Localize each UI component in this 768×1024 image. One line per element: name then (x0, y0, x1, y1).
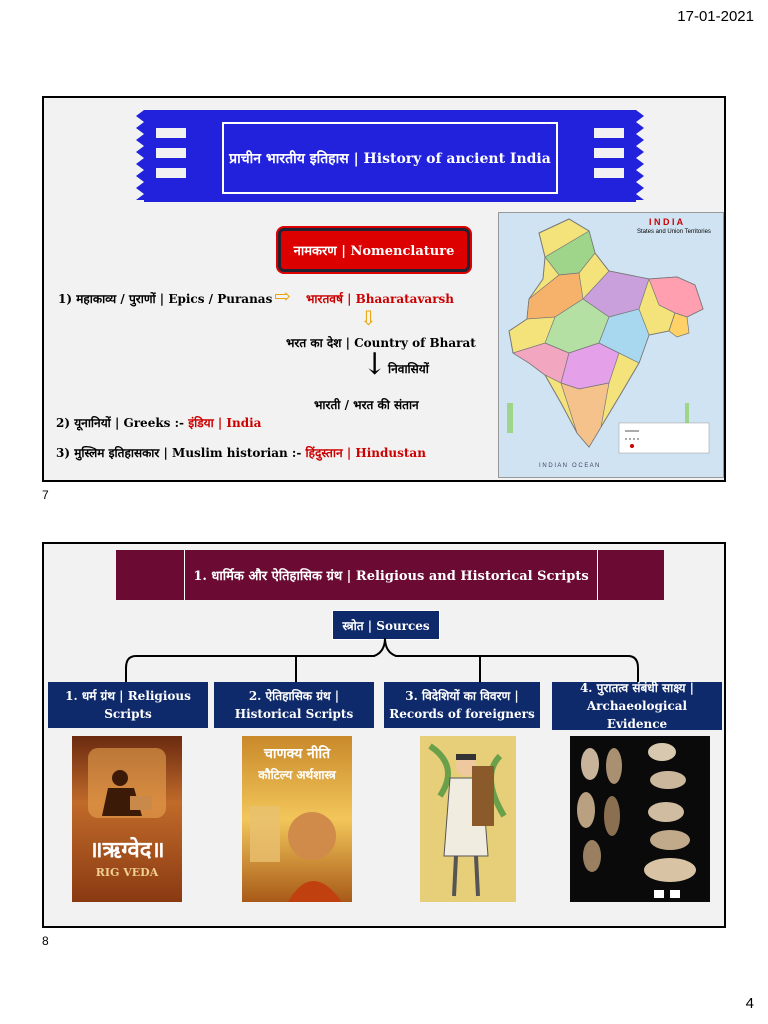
descendants-label: भारती / भरत की संतान (314, 398, 419, 412)
country-of-bharat: भरत का देश | Country of Bharat (286, 336, 476, 350)
category-archaeological-evidence: 4. पुरातत्व संबंधी साक्ष्य | Archaeological Evidence (552, 682, 722, 730)
item-3-label: 3) मुस्लिम इतिहासकार | Muslim historian :- (56, 446, 302, 460)
residents-label: निवासियों (388, 362, 429, 376)
item-1-result: भारतवर्ष | Bhaaratavarsh (306, 292, 455, 306)
page-number: 4 (745, 995, 754, 1012)
sources-box: स्त्रोत | Sources (332, 610, 440, 640)
category-historical-scripts: 2. ऐतिहासिक ग्रंथ | Historical Scripts (214, 682, 374, 728)
item-2 (56, 414, 261, 431)
rig-veda-title: ॥ऋग्वेद॥ (89, 837, 165, 863)
header-date: 17-01-2021 (677, 8, 754, 25)
down-arrow-thin-icon: ↓ (362, 347, 388, 382)
slide-7 (42, 96, 726, 482)
category-religious-scripts: 1. धर्म ग्रंथ | Religious Scripts (48, 682, 208, 728)
banner-title: प्राचीन भारतीय इतिहास | History of ancient India (222, 122, 558, 194)
slide-8 (42, 542, 726, 928)
rig-veda-image (72, 736, 182, 902)
item-3-result: हिंदुस्तान | Hindustan (305, 446, 426, 460)
slide-8-title: 1. धार्मिक और ऐतिहासिक ग्रंथ | Religious and Historical Scripts (184, 550, 598, 600)
down-arrow-icon: ⇩ (360, 306, 377, 330)
slide-number-7: 7 (42, 488, 49, 502)
right-arrow-icon: ⇨ (274, 284, 291, 308)
map-subtitle: States and Union Territories (637, 229, 711, 235)
foreigner-image (420, 736, 516, 902)
slide-8-title-bar (116, 550, 664, 600)
archaeological-image (570, 736, 710, 902)
map-ocean-label: I N D I A N O C E A N (539, 463, 600, 469)
traveler-figure (420, 736, 516, 902)
slide-number-8: 8 (42, 934, 49, 948)
rig-veda-english: RIG VEDA (95, 866, 159, 879)
category-records-of-foreigners: 3. विदेशियों का विवरण | Records of foreigners (384, 682, 540, 728)
india-map (498, 212, 724, 478)
item-2-result: इंडिया | India (188, 416, 262, 430)
item-3 (56, 444, 426, 461)
map-title: I N D I A (649, 217, 684, 227)
stone-tools (570, 736, 710, 902)
item-2-label: 2) यूनानियों | Greeks :- (56, 416, 184, 430)
chanakya-book-image (242, 736, 352, 902)
nomenclature-box: नामकरण | Nomenclature (278, 228, 470, 272)
india-map-graphic (499, 213, 723, 477)
chanakya-title-2: कौटिल्य अर्थशास्त्र (258, 768, 336, 782)
chanakya-title-1: चाणक्य नीति (263, 746, 331, 762)
item-1-label: 1) महाकाव्य / पुराणों | Epics / Puranas (58, 292, 273, 306)
